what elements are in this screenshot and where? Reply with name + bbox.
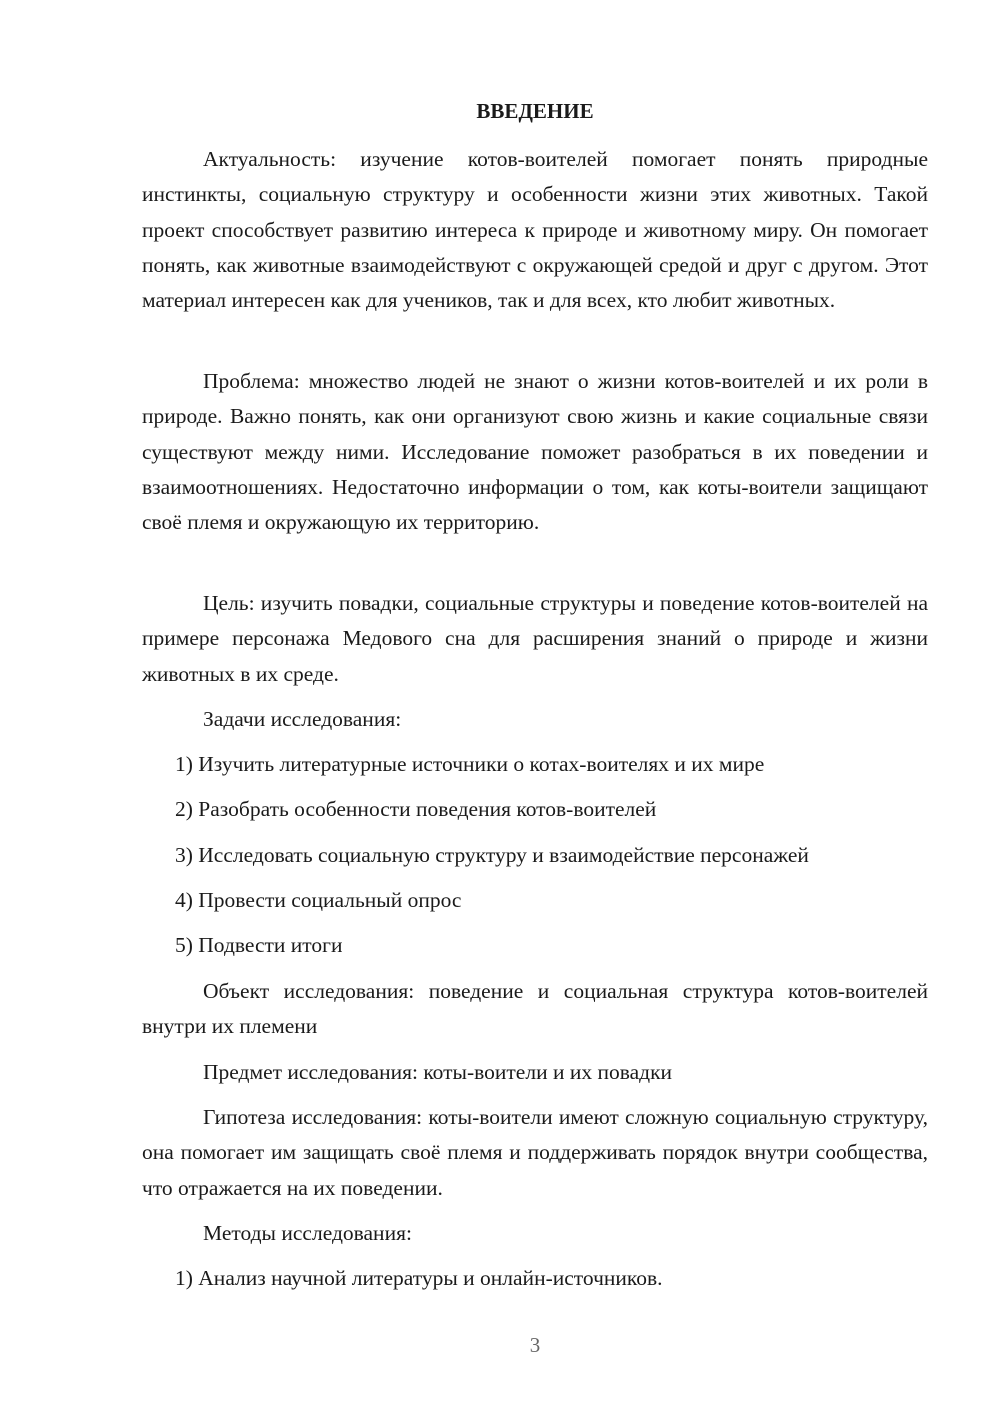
task-item-2: 2) Разобрать особенности поведения котов-воителей bbox=[175, 797, 657, 821]
document-page bbox=[142, 0, 928, 1414]
section-title: ВВЕДЕНИЕ bbox=[476, 99, 594, 123]
hypothesis-paragraph: Гипотеза исследования: коты-воители имеют сложную социальную структуру, она помогает им защищать своё племя и поддерживать порядок внутри сообщества, что отражается на их поведении. bbox=[142, 1105, 928, 1200]
tasks-heading: Задачи исследования: bbox=[203, 707, 402, 731]
task-item-5: 5) Подвести итоги bbox=[175, 933, 343, 957]
task-item-3: 3) Исследовать социальную структуру и взаимодействие персонажей bbox=[175, 843, 809, 867]
method-item-1: 1) Анализ научной литературы и онлайн-источников. bbox=[175, 1266, 663, 1290]
relevance-paragraph: Актуальность: изучение котов-воителей помогает понять природные инстинкты, социальную структуру и особенности жизни этих животных. Такой проект способствует развитию интереса к природе и животному миру. Он помогает понять, как животные взаимодействуют с окружающей средой и друг с другом. Этот материал интересен как для учеников, так и для всех, кто любит животных. bbox=[142, 147, 928, 313]
page-number: 3 bbox=[529, 1333, 541, 1357]
goal-paragraph: Цель: изучить повадки, социальные структуры и поведение котов-воителей на примере персонажа Медового сна для расширения знаний о природе и жизни животных в их среде. bbox=[142, 591, 928, 686]
methods-heading: Методы исследования: bbox=[203, 1221, 412, 1245]
problem-paragraph: Проблема: множество людей не знают о жизни котов-воителей и их роли в природе. Важно понять, как они организуют свою жизнь и какие социальные связи существуют между ними. Исследование поможет разобраться в их поведении и взаимоотношениях. Недостаточно информации о том, как коты-воители защищают своё племя и окружающую их территорию. bbox=[142, 369, 928, 535]
object-paragraph: Объект исследования: поведение и социальная структура котов-воителей внутри их племени bbox=[142, 979, 928, 1039]
task-item-1: 1) Изучить литературные источники о котах-воителях и их мире bbox=[175, 752, 765, 776]
task-item-4: 4) Провести социальный опрос bbox=[175, 888, 462, 912]
subject-paragraph: Предмет исследования: коты-воители и их повадки bbox=[203, 1060, 673, 1084]
